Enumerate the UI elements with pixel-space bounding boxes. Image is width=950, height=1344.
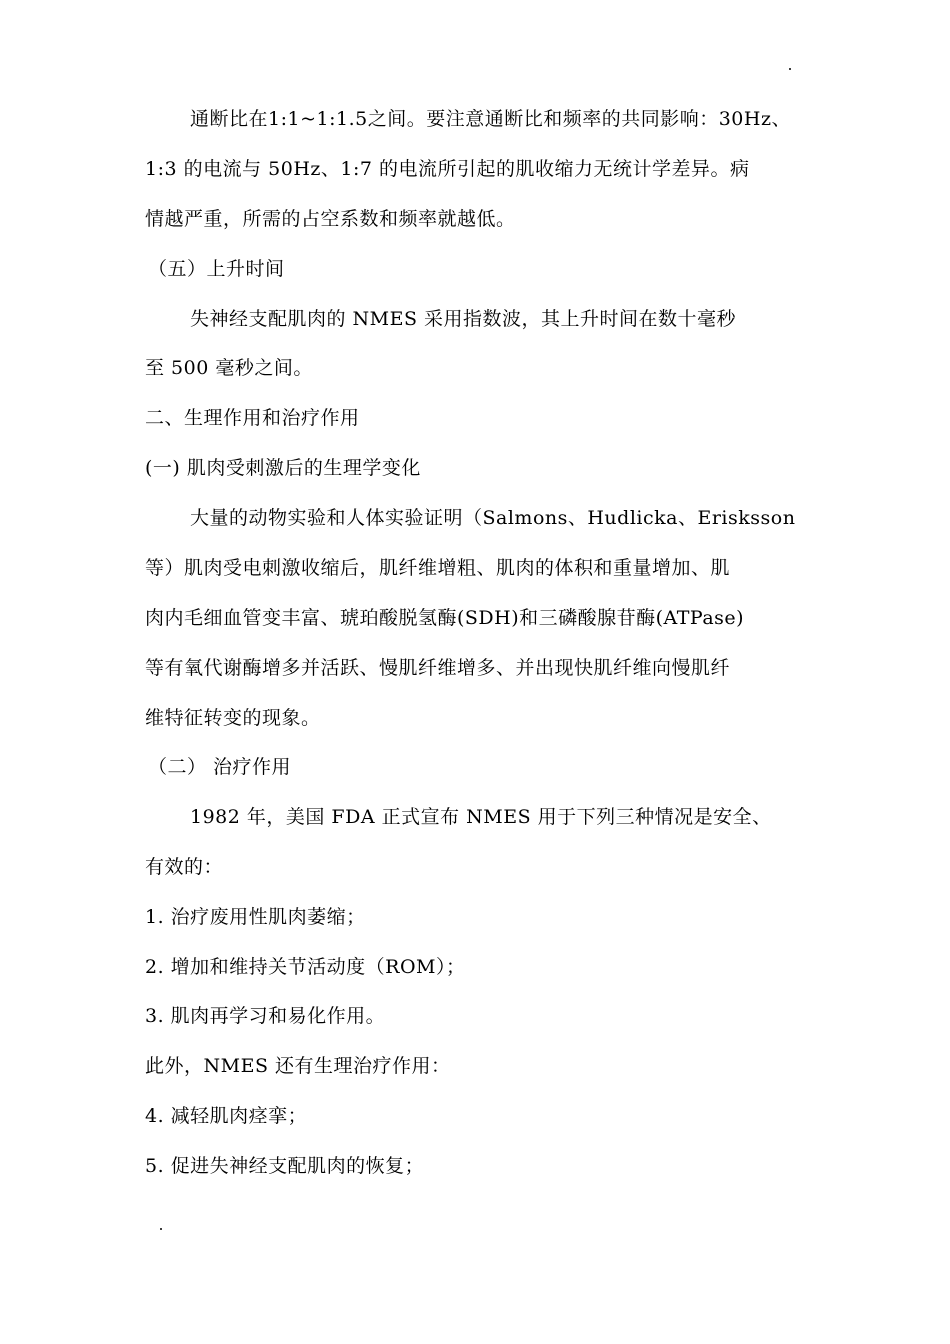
paragraph-line: 失神经支配肌肉的 NMES 采用指数波，其上升时间在数十毫秒 xyxy=(190,308,737,330)
list-item: 4. 减轻肌肉痉挛； xyxy=(145,1105,308,1127)
paragraph-line: 肉内毛细血管变丰富、琥珀酸脱氢酶(SDH)和三磷酸腺苷酶(ATPase) xyxy=(145,607,745,629)
corner-dot-top xyxy=(789,68,791,70)
paragraph-line: 1:3 的电流与 50Hz、1:7 的电流所引起的肌收缩力无统计学差异。病 xyxy=(145,158,750,180)
list-item: 1. 治疗废用性肌肉萎缩； xyxy=(145,906,366,928)
list-item: 3. 肌肉再学习和易化作用。 xyxy=(145,1005,386,1027)
paragraph-line: 情越严重，所需的占空系数和频率就越低。 xyxy=(145,208,516,230)
paragraph-line: 有效的： xyxy=(145,856,224,878)
corner-dot-bottom xyxy=(160,1228,162,1230)
paragraph-line: 至 500 毫秒之间。 xyxy=(145,357,313,379)
paragraph-line: 此外，NMES 还有生理治疗作用： xyxy=(145,1055,451,1077)
section-heading-rise-time: （五）上升时间 xyxy=(148,258,285,280)
paragraph-line: 等）肌肉受电刺激收缩后，肌纤维增粗、肌肉的体积和重量增加、肌 xyxy=(145,557,731,579)
paragraph-line: 通断比在1:1~1:1.5之间。要注意通断比和频率的共同影响：30Hz、 xyxy=(190,108,791,130)
paragraph-line: 维特征转变的现象。 xyxy=(145,707,321,729)
paragraph-line: 大量的动物实验和人体实验证明（Salmons、Hudlicka、Erisksson xyxy=(190,507,796,529)
list-item: 5. 促进失神经支配肌肉的恢复； xyxy=(145,1155,425,1177)
list-item: 2. 增加和维持关节活动度（ROM）； xyxy=(145,956,466,978)
section-heading-effects: 二、生理作用和治疗作用 xyxy=(145,407,360,429)
paragraph-line: 1982 年，美国 FDA 正式宣布 NMES 用于下列三种情况是安全、 xyxy=(190,806,772,828)
subsection-heading-treatment: （二） 治疗作用 xyxy=(148,756,292,778)
paragraph-line: 等有氧代谢酶增多并活跃、慢肌纤维增多、并出现快肌纤维向慢肌纤 xyxy=(145,657,731,679)
subsection-heading-physiology: (一) 肌肉受刺激后的生理学变化 xyxy=(145,457,421,479)
